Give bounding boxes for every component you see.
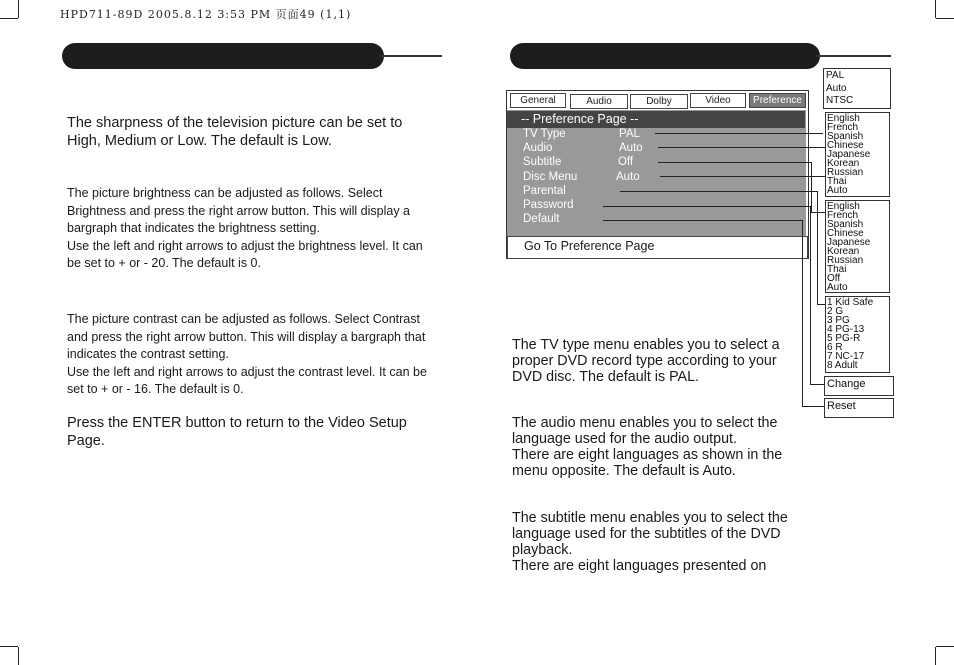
enter-paragraph: [67, 414, 437, 450]
tab-dolby[interactable]: Dolby: [630, 94, 688, 109]
subtitle-text-1: The subtitle menu enables you to select the language used for the subtitles of the DVD playback.: [512, 510, 788, 558]
menu-row-password-label[interactable]: Password: [523, 199, 574, 211]
audio-option: English: [827, 113, 860, 124]
brightness-text-1: The picture brightness can be adjusted as follows. Select Brightness and press the right arrow button. This will display a bargraph that indicates the brightness setting.: [67, 186, 410, 235]
menu-row-subtitle-label[interactable]: Subtitle: [523, 156, 562, 168]
subtitle-option: Auto: [827, 282, 848, 293]
audio-option: Spanish: [827, 131, 864, 142]
audio-option: Chinese: [827, 140, 864, 151]
enter-text: Press the ENTER button to return to the Video Setup Page.: [67, 415, 407, 449]
subtitle-option: French: [827, 210, 859, 221]
tab-audio[interactable]: Audio: [570, 94, 628, 109]
crop-mark-bl-h: [0, 646, 18, 647]
connector-password-v: [810, 206, 811, 384]
tvtype-option: PAL: [826, 70, 845, 81]
connector-audio: [658, 147, 825, 148]
sharpness-text: The sharpness of the television picture can be set to High, Medium or Low. The default is Low.: [67, 115, 403, 149]
menu-row-tvtype-value: PAL: [619, 128, 640, 140]
password-change-text: Change: [827, 378, 866, 390]
parental-option: 3 PG: [827, 315, 850, 326]
parental-option: 6 R: [827, 342, 843, 353]
audio-text-2: There are eight languages as shown in the menu opposite. The default is Auto.: [512, 447, 783, 479]
right-heading-rule: [815, 55, 891, 57]
subtitle-option: Japanese: [827, 237, 871, 248]
connector-default: [603, 220, 803, 221]
audio-option: Japanese: [827, 149, 871, 160]
connector-default-h2: [802, 406, 824, 407]
default-reset-text: Reset: [827, 400, 856, 412]
tab-video[interactable]: Video: [690, 93, 746, 108]
subtitle-option: Korean: [827, 246, 860, 257]
parental-option: 4 PG-13: [827, 324, 865, 335]
connector-password: [603, 206, 811, 207]
subtitle-option: Spanish: [827, 219, 864, 230]
menu-row-subtitle-value: Off: [618, 156, 634, 168]
parental-options: [825, 296, 890, 373]
menu-row-default-label[interactable]: Default: [523, 213, 560, 225]
menu-row-tvtype-label[interactable]: TV Type: [523, 128, 566, 140]
tab-preference[interactable]: Preference: [749, 93, 806, 108]
subtitle-option: Russian: [827, 255, 864, 266]
menu-title-text: -- Preference Page --: [521, 112, 639, 126]
brightness-paragraph: [67, 185, 435, 273]
tab-general[interactable]: General: [510, 93, 566, 108]
connector-subtitle-h2: [811, 212, 825, 213]
subtitle-option: English: [827, 201, 860, 212]
print-header: HPD711-89D 2005.8.12 3:53 PM 页面49 (1,1): [60, 8, 352, 21]
sharpness-paragraph: [67, 114, 437, 150]
left-heading-bar: [62, 43, 384, 69]
subtitle-text-2: There are eight languages presented on: [512, 558, 767, 574]
tvtype-options: [823, 68, 891, 109]
audio-option: Korean: [827, 158, 860, 169]
tvtype-option: Auto: [826, 82, 847, 94]
right-heading-bar: [510, 43, 820, 69]
left-heading-rule: [380, 55, 442, 57]
audio-option: Auto: [827, 185, 848, 196]
parental-option: 2 G: [827, 306, 844, 317]
connector-subtitle-v: [811, 162, 812, 212]
audio-text-1: The audio menu enables you to select the language used for the audio output.: [512, 415, 778, 447]
parental-option: 7 NC-17: [827, 351, 865, 362]
password-change-box: [824, 376, 894, 396]
menu-row-discmenu-label[interactable]: Disc Menu: [523, 171, 578, 183]
crop-mark-br-h: [936, 646, 954, 647]
connector-parental-h2: [817, 304, 825, 305]
brightness-text-2: Use the left and right arrows to adjust the brightness level. It can be set to + or - 20. The default is 0.: [67, 238, 423, 270]
parental-option: 5 PG-R: [827, 333, 861, 344]
crop-mark-tl-h: [0, 18, 18, 19]
parental-option: 1 Kid Safe: [827, 297, 874, 308]
connector-tvtype: [655, 133, 823, 134]
audio-options: [825, 112, 890, 197]
connector-subtitle: [658, 162, 811, 163]
default-reset-box: [824, 398, 894, 418]
tvtype-text: The TV type menu enables you to select a proper DVD record type according to your DVD disc. The default is PAL.: [512, 337, 780, 385]
tvtype-paragraph: [512, 337, 804, 385]
menu-row-parental-label[interactable]: Parental: [523, 185, 566, 197]
parental-option: 8 Adult: [827, 360, 858, 371]
contrast-text-1: The picture contrast can be adjusted as follows. Select Contrast and press the right arrow button. This will display a bargraph that indicates the contrast setting.: [67, 312, 426, 361]
menu-title: [507, 111, 805, 128]
subtitle-options: [825, 200, 890, 293]
menu-row-audio-value: Auto: [619, 142, 643, 154]
contrast-paragraph: [67, 311, 435, 399]
crop-mark-tl-v: [18, 0, 19, 18]
contrast-text-2: Use the left and right arrows to adjust the contrast level. It can be set to + or - 16. The default is 0.: [67, 364, 427, 396]
crop-mark-tr-h: [936, 18, 954, 19]
audio-option: Russian: [827, 167, 864, 178]
subtitle-option: Thai: [827, 264, 847, 275]
menu-footer-text: Go To Preference Page: [524, 239, 655, 253]
subtitle-paragraph: [512, 510, 804, 574]
crop-mark-bl-v: [18, 647, 19, 665]
connector-discmenu: [660, 176, 825, 177]
tvtype-option: NTSC: [826, 95, 854, 106]
connector-parental-v: [817, 191, 818, 304]
subtitle-option: Chinese: [827, 228, 864, 239]
subtitle-option: Off: [827, 273, 841, 284]
audio-paragraph: [512, 415, 804, 479]
audio-option: Thai: [827, 176, 847, 187]
connector-parental: [620, 191, 817, 192]
audio-option: French: [827, 122, 859, 133]
crop-mark-br-v: [935, 647, 936, 665]
menu-row-audio-label[interactable]: Audio: [523, 142, 553, 154]
menu-row-discmenu-value: Auto: [616, 171, 640, 183]
menu-footer[interactable]: [507, 236, 808, 259]
connector-password-h2: [810, 384, 824, 385]
crop-mark-tr-v: [935, 0, 936, 18]
